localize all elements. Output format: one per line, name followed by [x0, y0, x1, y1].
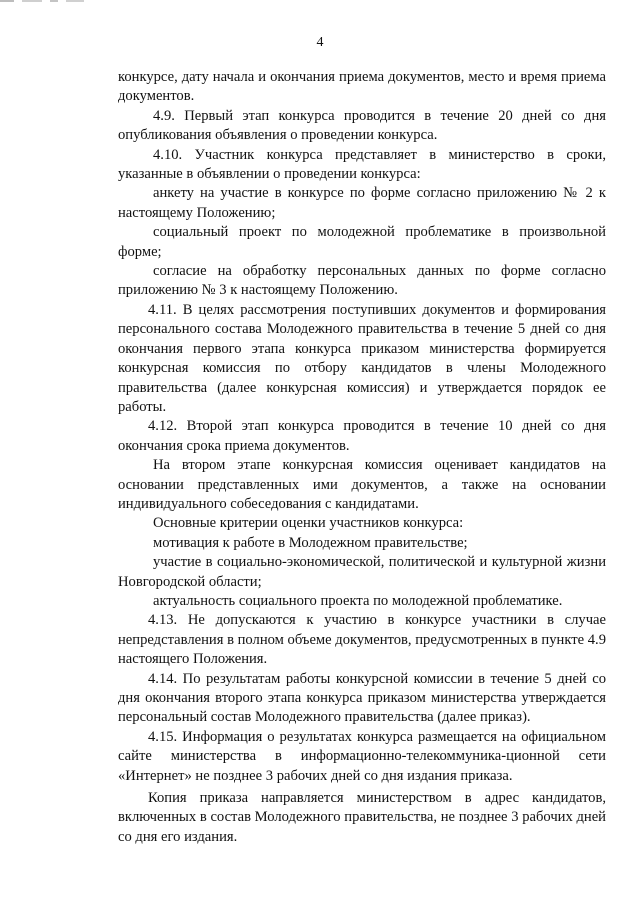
paragraph-order-copy: Копия приказа направляется министерством в адрес кандидатов, включенных в состав Молодежного правительства, не позднее 3 рабочих дней со дня его издания.	[118, 790, 606, 845]
paragraph-4-13: 4.13. Не допускаются к участию в конкурсе участники в случае непредставления в полном объеме документов, предусмотренных в пункте 4.9 настоящего Положения.	[118, 612, 606, 668]
paragraph-continuation: конкурсе, дату начала и окончания приема документов, место и время приема документов.	[118, 69, 606, 105]
paragraph-4-12: 4.12. Второй этап конкурса проводится в течение 10 дней со дня окончания срока приема документов.	[118, 418, 606, 454]
list-item-personal-data-consent: согласие на обработку персональных данных по форме согласно приложению № 3 к настоящему Положению.	[118, 263, 606, 299]
list-item-application-form: анкету на участие в конкурсе по форме согласно приложению № 2 к настоящему Положению;	[118, 185, 606, 221]
scan-artifact	[0, 0, 90, 4]
paragraph-4-14: 4.14. По результатам работы конкурсной комиссии в течение 5 дней со дня окончания второго этапа конкурса приказом министерства утверждается персональный состав Молодежного правительства (далее приказ).	[118, 670, 606, 726]
paragraph-4-11: 4.11. В целях рассмотрения поступивших документов и формирования персонального состава Молодежного правительства в течение 5 дней со дня окончания первого этапа конкурса приказом министерства формируется конкурсная комиссия по отбору кандидатов в члены Молодежного правительства (далее конкурсная комиссия) и утверждается порядок ее работы.	[118, 301, 606, 415]
list-item-social-project: социальный проект по молодежной проблематике в произвольной форме;	[118, 224, 606, 260]
paragraph-4-9: 4.9. Первый этап конкурса проводится в течение 20 дней со дня опубликования объявления о проведении конкурса.	[118, 107, 606, 144]
paragraph-4-10: 4.10. Участник конкурса представляет в министерство в сроки, указанные в объявлении о проведении конкурса:	[118, 146, 606, 183]
paragraph-4-15: 4.15. Информация о результатах конкурса размещается на официальном сайте министерства в информационно-телекоммуника-ционной сети «Интернет» не позднее 3 рабочих дней со дня издания приказа.	[118, 728, 606, 784]
list-item-relevance: актуальность социального проекта по молодежной проблематике.	[153, 592, 563, 609]
document-body	[118, 68, 606, 847]
paragraph-second-stage: На втором этапе конкурсная комиссия оценивает кандидатов на основании представленных ими документов, а также на основании индивидуального собеседования с кандидатами.	[118, 457, 606, 512]
paragraph-criteria-heading: Основные критерии оценки участников конкурса:	[153, 515, 464, 532]
list-item-participation: участие в социально-экономической, политической и культурной жизни Новгородской области;	[118, 554, 606, 590]
page-number: 4	[316, 35, 324, 50]
list-item-motivation: мотивация к работе в Молодежном правительстве;	[153, 534, 468, 551]
